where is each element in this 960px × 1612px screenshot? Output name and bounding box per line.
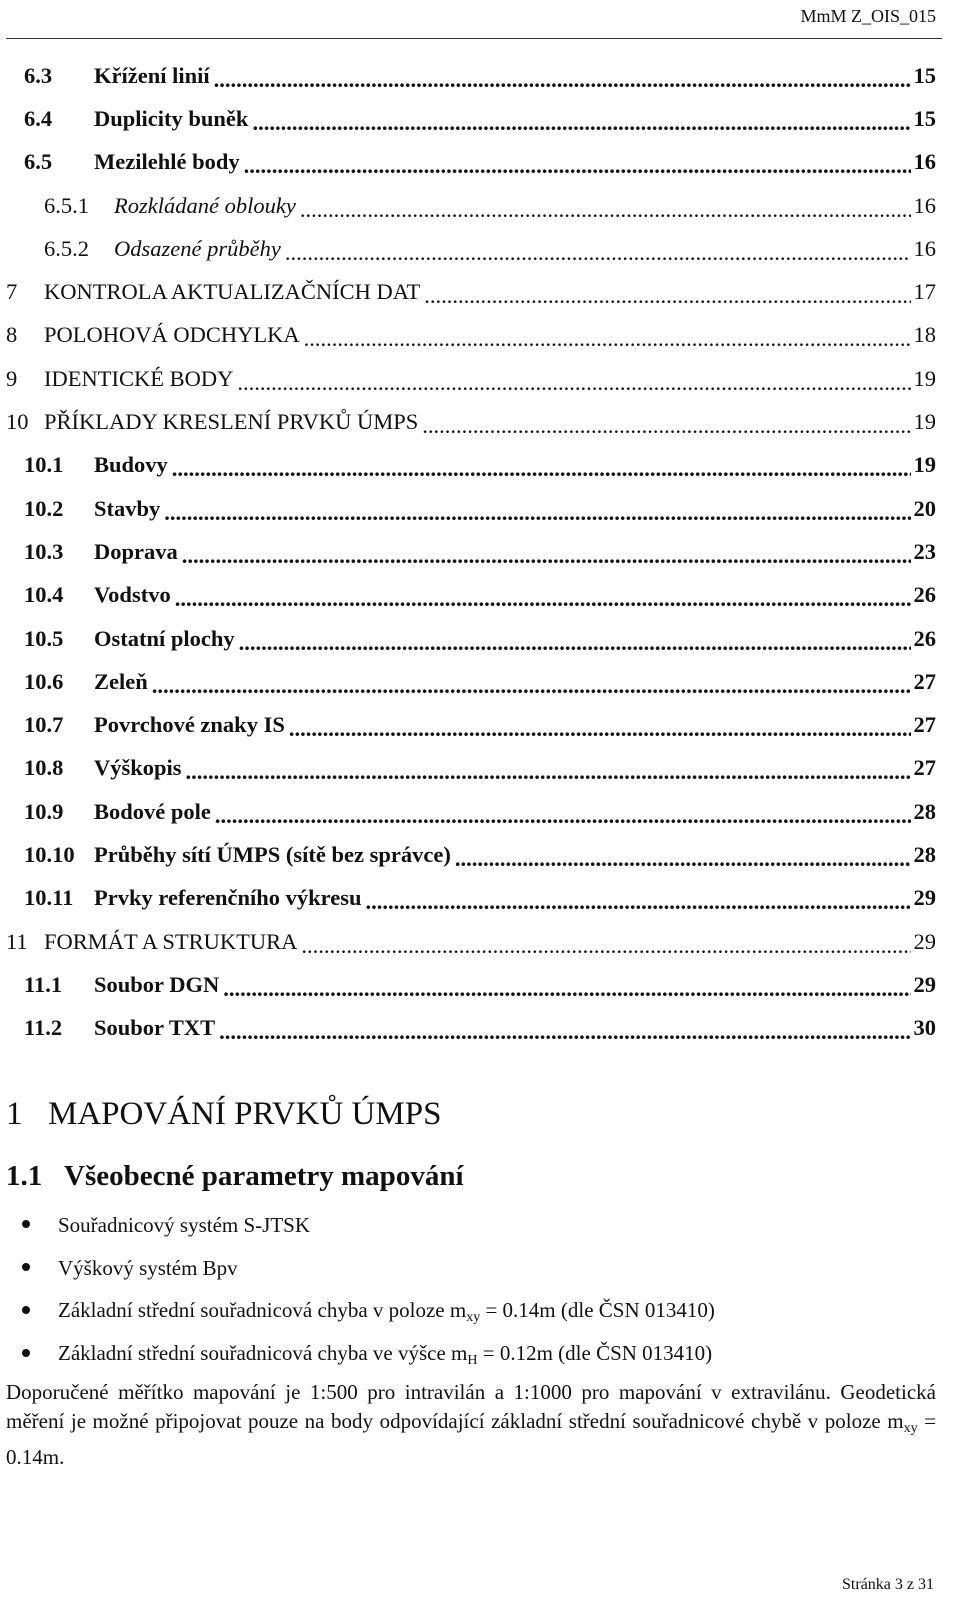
- toc-entry[interactable]: [6, 617, 936, 660]
- toc-entry-page: 20: [913, 495, 936, 521]
- page-number: Stránka 3 z 31: [842, 1576, 934, 1593]
- toc-entry-title: Prvky referenčního výkresu: [94, 885, 362, 911]
- toc-leader-dots: [285, 240, 911, 266]
- document-code: MmM Z_OIS_015: [800, 6, 936, 26]
- toc-entry-title: Odsazené průběhy: [114, 235, 281, 261]
- toc-entry-title: FORMÁT A STRUKTURA: [44, 928, 298, 954]
- toc-entry-number: 6.5.2: [44, 235, 89, 261]
- list-item: Souřadnicový systém S-JTSK: [0, 1204, 940, 1247]
- toc-entry-title: Duplicity buněk: [94, 105, 249, 131]
- toc-entry-title: Rozkládané oblouky: [114, 192, 296, 218]
- section-number: 1.1: [6, 1160, 43, 1192]
- toc-entry-number: 10.2: [24, 495, 64, 521]
- bullet-icon: [22, 1220, 30, 1228]
- toc-entry-number: 11: [6, 928, 28, 954]
- header-divider: [6, 38, 942, 39]
- section-title: Všeobecné parametry mapování: [64, 1160, 464, 1192]
- toc-entry-page: 26: [913, 625, 936, 651]
- toc-leader-dots: [304, 326, 911, 352]
- toc-leader-dots: [215, 803, 911, 829]
- toc-leader-dots: [422, 413, 910, 439]
- toc-entry[interactable]: [6, 920, 936, 963]
- toc-leader-dots: [164, 500, 910, 526]
- toc-entry[interactable]: [6, 444, 936, 487]
- toc-entry-title: IDENTICKÉ BODY: [44, 365, 234, 391]
- toc-entry-number: 6.5: [24, 149, 53, 175]
- toc-entry-number: 10.7: [24, 712, 64, 738]
- toc-entry-title: Povrchové znaky IS: [94, 712, 285, 738]
- toc-entry-page: 26: [913, 582, 936, 608]
- toc-entry[interactable]: [6, 660, 936, 703]
- toc-entry-number: 10: [6, 409, 29, 435]
- toc-leader-dots: [289, 716, 911, 742]
- toc-leader-dots: [455, 846, 911, 872]
- toc-leader-dots: [219, 1019, 910, 1045]
- toc-entry-page: 19: [913, 452, 936, 478]
- toc-leader-dots: [244, 153, 911, 179]
- toc-entry-title: Bodové pole: [94, 798, 211, 824]
- toc-entry[interactable]: [6, 487, 936, 530]
- toc-leader-dots: [223, 976, 910, 1002]
- toc-entry[interactable]: [6, 314, 936, 357]
- toc-entry-number: 6.5.1: [44, 192, 89, 218]
- bullet-icon: [22, 1349, 30, 1357]
- toc-entry-number: 10.4: [24, 582, 64, 608]
- toc-entry-number: 10.6: [24, 668, 64, 694]
- toc-entry-page: 17: [913, 279, 936, 305]
- toc-entry-number: 11.1: [24, 971, 63, 997]
- toc-entry-title: Soubor DGN: [94, 971, 220, 997]
- list-item: Základní střední souřadnicová chyba v poloze $m_{xy} = 0.14m$ (dle ČSN 013410): [0, 1290, 940, 1333]
- toc-entry-number: 10.8: [24, 755, 64, 781]
- toc-entry-number: 9: [6, 365, 18, 391]
- bullet-icon: [22, 1263, 30, 1271]
- toc-entry-number: 10.11: [24, 885, 74, 911]
- toc-entry-page: 15: [913, 105, 936, 131]
- toc-entry[interactable]: [6, 1007, 936, 1050]
- toc-leader-dots: [252, 110, 910, 136]
- toc-entry[interactable]: [6, 357, 936, 400]
- toc-entry-page: 19: [913, 409, 936, 435]
- toc-entry-page: 29: [913, 971, 936, 997]
- toc-entry-page: 27: [913, 755, 936, 781]
- toc-entry-number: 10.1: [24, 452, 64, 478]
- toc-entry-number: 10.5: [24, 625, 64, 651]
- toc-leader-dots: [365, 889, 910, 915]
- toc-leader-dots: [152, 673, 911, 699]
- toc-leader-dots: [182, 543, 911, 569]
- body-paragraph: Doporučené měřítko mapování je 1:500 pro intravilán a 1:1000 pro mapování v extravilánu. Geodetická měření je možné připojovat pouze na body odpovídající základní střední souřadnicové chybě v poloze $m_{xy} = 0.14m$.: [6, 1380, 937, 1469]
- toc-entry[interactable]: [6, 141, 936, 184]
- toc-entry-number: 8: [6, 322, 18, 348]
- toc-entry[interactable]: [6, 833, 936, 876]
- toc-entry-title: Mezilehlé body: [94, 149, 240, 175]
- bullet-icon: [22, 1306, 30, 1314]
- toc-entry-page: 27: [913, 712, 936, 738]
- toc-leader-dots: [300, 197, 911, 223]
- toc-entry[interactable]: [6, 530, 936, 573]
- toc-entry[interactable]: [6, 747, 936, 790]
- toc-entry-page: 28: [913, 841, 936, 867]
- toc-entry-title: Křížení linií: [94, 62, 210, 88]
- toc-leader-dots: [301, 933, 910, 959]
- toc-entry-number: 10.9: [24, 798, 64, 824]
- section-heading: [6, 1160, 464, 1193]
- toc-entry-title: Výškopis: [94, 755, 182, 781]
- toc-leader-dots: [424, 283, 910, 309]
- toc-entry[interactable]: [6, 270, 936, 313]
- list-item: Základní střední souřadnicová chyba ve výšce $m_H = 0.12m$ (dle ČSN 013410): [0, 1333, 940, 1376]
- toc-entry-title: Soubor TXT: [94, 1015, 216, 1041]
- toc-entry-page: 16: [913, 149, 936, 175]
- toc-entry[interactable]: [6, 184, 936, 227]
- toc-entry-page: 23: [913, 538, 936, 564]
- toc-entry-title: Doprava: [94, 538, 178, 564]
- toc-entry[interactable]: [6, 400, 936, 443]
- toc-entry-number: 10.10: [24, 841, 75, 867]
- toc-entry-page: 27: [913, 668, 936, 694]
- chapter-heading: [6, 1096, 441, 1133]
- toc-entry-title: POLOHOVÁ ODCHYLKA: [44, 322, 300, 348]
- toc-leader-dots: [214, 67, 911, 93]
- toc-entry[interactable]: [6, 703, 936, 746]
- toc-entry[interactable]: [6, 963, 936, 1006]
- toc-entry-title: Zeleň: [94, 668, 148, 694]
- toc-entry[interactable]: [6, 227, 936, 270]
- toc-entry[interactable]: [6, 574, 936, 617]
- toc-leader-dots: [172, 456, 911, 482]
- chapter-number: 1: [6, 1096, 23, 1132]
- toc-entry-title: Ostatní plochy: [94, 625, 235, 651]
- toc-entry-number: 11.2: [24, 1015, 63, 1041]
- toc-entry-page: 16: [913, 235, 936, 261]
- list-item: Výškový systém Bpv: [0, 1247, 940, 1290]
- toc-entry[interactable]: [6, 97, 936, 140]
- parameter-list: [0, 1204, 940, 1376]
- toc-entry-number: 10.3: [24, 538, 64, 564]
- toc-entry-page: 28: [913, 798, 936, 824]
- toc-entry-page: 19: [913, 365, 936, 391]
- toc-entry[interactable]: [6, 877, 936, 920]
- toc-entry-page: 15: [913, 62, 936, 88]
- toc-entry[interactable]: [6, 54, 936, 97]
- toc-leader-dots: [239, 630, 911, 656]
- toc-entry-title: Vodstvo: [94, 582, 171, 608]
- toc-entry-title: PŘÍKLADY KRESLENÍ PRVKŮ ÚMPS: [44, 409, 419, 435]
- toc-entry-number: 6.4: [24, 105, 53, 131]
- toc-leader-dots: [175, 586, 911, 612]
- toc-entry-number: 6.3: [24, 62, 53, 88]
- toc-entry-title: Průběhy sítí ÚMPS (sítě bez správce): [94, 841, 451, 867]
- toc-entry-page: 30: [913, 1015, 936, 1041]
- toc-leader-dots: [237, 370, 910, 396]
- toc-entry-page: 18: [913, 322, 936, 348]
- toc-entry-page: 29: [913, 885, 936, 911]
- toc-entry-title: KONTROLA AKTUALIZAČNÍCH DAT: [44, 279, 421, 305]
- toc-entry-title: Stavby: [94, 495, 161, 521]
- toc-entry-page: 29: [913, 928, 936, 954]
- toc-leader-dots: [186, 759, 911, 785]
- table-of-contents: [6, 54, 936, 1050]
- toc-entry-title: Budovy: [94, 452, 168, 478]
- toc-entry-number: 7: [6, 279, 18, 305]
- chapter-title: MAPOVÁNÍ PRVKŮ ÚMPS: [48, 1096, 442, 1132]
- toc-entry[interactable]: [6, 790, 936, 833]
- toc-entry-page: 16: [913, 192, 936, 218]
